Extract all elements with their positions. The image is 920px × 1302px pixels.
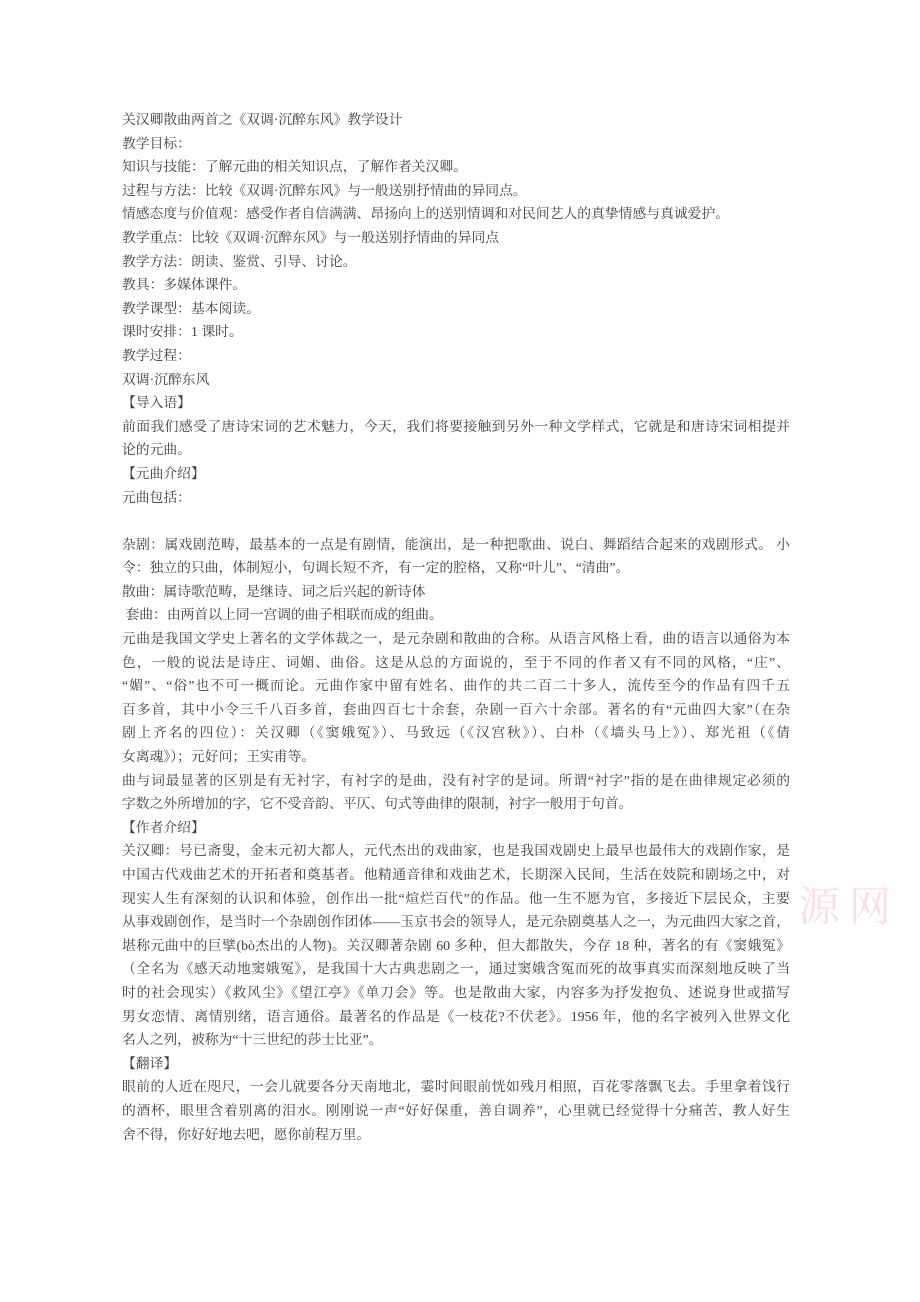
text-line: 关汉卿散曲两首之《双调·沉醉东风》教学设计: [122, 112, 403, 127]
text-line: 教学过程：: [122, 347, 191, 363]
text-line: 元曲包括：: [122, 489, 191, 505]
text-line: 【作者介绍】: [122, 819, 205, 835]
text-line: 色，一般的说法是诗庄、词媚、曲俗。这是从总的方面说的，至于不同的作者又有不同的风格，“庄”、: [122, 654, 790, 670]
text-line: 教学重点：比较《双调·沉醉东风》与一般送别抒情曲的异同点: [122, 229, 500, 245]
text-line: 剧上齐名的四位）：关汉卿（《窦娥冤》）、马致远（《汉宫秋》）、白朴（《墙头马上》）、郑光祖（《倩: [122, 725, 790, 741]
text-line: 情感态度与价值观：感受作者自信满满、昂扬向上的送别情调和对民间艺人的真挚情感与真诚爱护。: [122, 206, 730, 222]
text-line: 教具：多媒体课件。: [122, 277, 247, 293]
text-line: 元曲是我国文学史上著名的文学体裁之一，是元杂剧和散曲的合称。从语言风格上看，曲的语言以通俗为本: [122, 631, 790, 647]
text-line: 杂剧：属戏剧范畴，最基本的一点是有剧情，能演出，是一种把歌曲、说白、舞蹈结合起来的戏剧形式。 小: [122, 536, 790, 552]
text-line: 的酒杯，眼里含着别离的泪水。刚刚说一声“好好保重，善自调养”，心里就已经觉得十分痛苦，教人好生: [122, 1102, 790, 1118]
text-line: 男女恋情、离情别绪，语言通俗。最著名的作品是《一枝花?不伏老》。1956 年，他的名字被列入世界文化: [122, 1008, 790, 1024]
text-line: 字数之外所增加的字，它不受音韵、平仄、句式等曲律的限制，衬字一般用于句首。: [122, 796, 633, 812]
text-line: 关汉卿：号已斋叟，金末元初大都人，元代杰出的戏曲家，也是我国戏剧史上最早也最伟大的戏剧作家，是: [122, 843, 790, 859]
text-line: 过程与方法：比较《双调·沉醉东风》与一般送别抒情曲的异同点。: [122, 182, 527, 198]
text-line: 中国古代戏曲艺术的开拓者和奠基者。他精通音律和戏曲艺术，长期深入民间，生活在妓院和剧场之中，对: [122, 867, 790, 882]
text-line: 前面我们感受了唐诗宋词的艺术魅力，今天，我们将要接触到另外一种文学样式，它就是和唐诗宋词相提并: [122, 418, 790, 434]
text-line: 教学目标：: [122, 135, 191, 151]
text-line: 论的元曲。: [122, 442, 191, 458]
text-line: 现实人生有深刻的认识和体验，创作出一批“煊烂百代”的作品。他一生不愿为官，多接近下层民众，主要: [122, 890, 790, 906]
text-line: 【翻译】: [122, 1055, 178, 1071]
text-line: 堪称元曲中的巨擘(bò杰出的人物)。关汉卿著杂剧 60 多种，但大都散失，今存 18 种，著名的有《窦娥冤》: [122, 937, 790, 953]
text-line: 套曲：由两首以上同一宫调的曲子相联而成的组曲。: [122, 607, 443, 623]
text-line: 眼前的人近在咫尺，一会儿就要各分天南地北，霎时间眼前恍如残月相照，百花零落飘飞去。手里拿着饯行: [122, 1079, 790, 1095]
text-line: 教学课型：基本阅读。: [122, 300, 260, 316]
text-line: 曲与词最显著的区别是有无衬字，有衬字的是曲，没有衬字的是词。所谓“衬字”指的是在曲律规定必须的: [122, 772, 790, 788]
text-line: 教学方法：朗读、鉴赏、引导、讨论。: [122, 253, 357, 269]
text-line: 【导入语】: [122, 395, 191, 411]
blank-line: [122, 509, 790, 533]
document-body: [122, 108, 790, 1146]
text-line: 舍不得，你好好地去吧，愿你前程万里。: [122, 1126, 371, 1142]
text-line: 时的社会现实）《救风尘》《望江亭》《单刀会》等。也是散曲大家，内容多为抒发抱负、述说身世或描写: [122, 984, 790, 1000]
text-line: （全名为《感天动地窦娥冤》，是我国十大古典悲剧之一，通过窦娥含冤而死的故事真实而深刻地反映了当: [122, 961, 790, 977]
text-line: 令：独立的只曲，体制短小，句调长短不齐，有一定的腔格，又称“叶儿”、“清曲”。: [122, 560, 630, 576]
text-line: 课时安排：1 课时。: [122, 324, 243, 340]
text-line: 双调·沉醉东风: [122, 371, 210, 387]
text-line: 百多首，其中小令三千八百多首，套曲四百七十余套，杂剧一百六十余部。著名的有“元曲四大家”（在杂: [122, 701, 790, 717]
text-line: 【元曲介绍】: [122, 465, 205, 481]
text-line: 女离魂》）；元好问；王实甫等。: [122, 749, 316, 765]
text-line: 散曲：属诗歌范畴，是继诗、词之后兴起的新诗体: [122, 583, 426, 599]
text-line: 名人之列，被称为“十三世纪的莎士比亚”。: [122, 1032, 383, 1048]
watermark: 源网: [798, 885, 901, 931]
text-line: 从事戏剧创作，是当时一个杂剧创作团体——玉京书会的领导人，是元杂剧奠基人之一，为元曲四大家之首，: [122, 914, 790, 930]
text-line: “媚”、“俗”也不可一概而论。元曲作家中留有姓名、曲作的共二百二十多人，流传至今的作品有四千五: [122, 678, 790, 694]
text-line: 知识与技能：了解元曲的相关知识点，了解作者关汉卿。: [122, 159, 467, 175]
